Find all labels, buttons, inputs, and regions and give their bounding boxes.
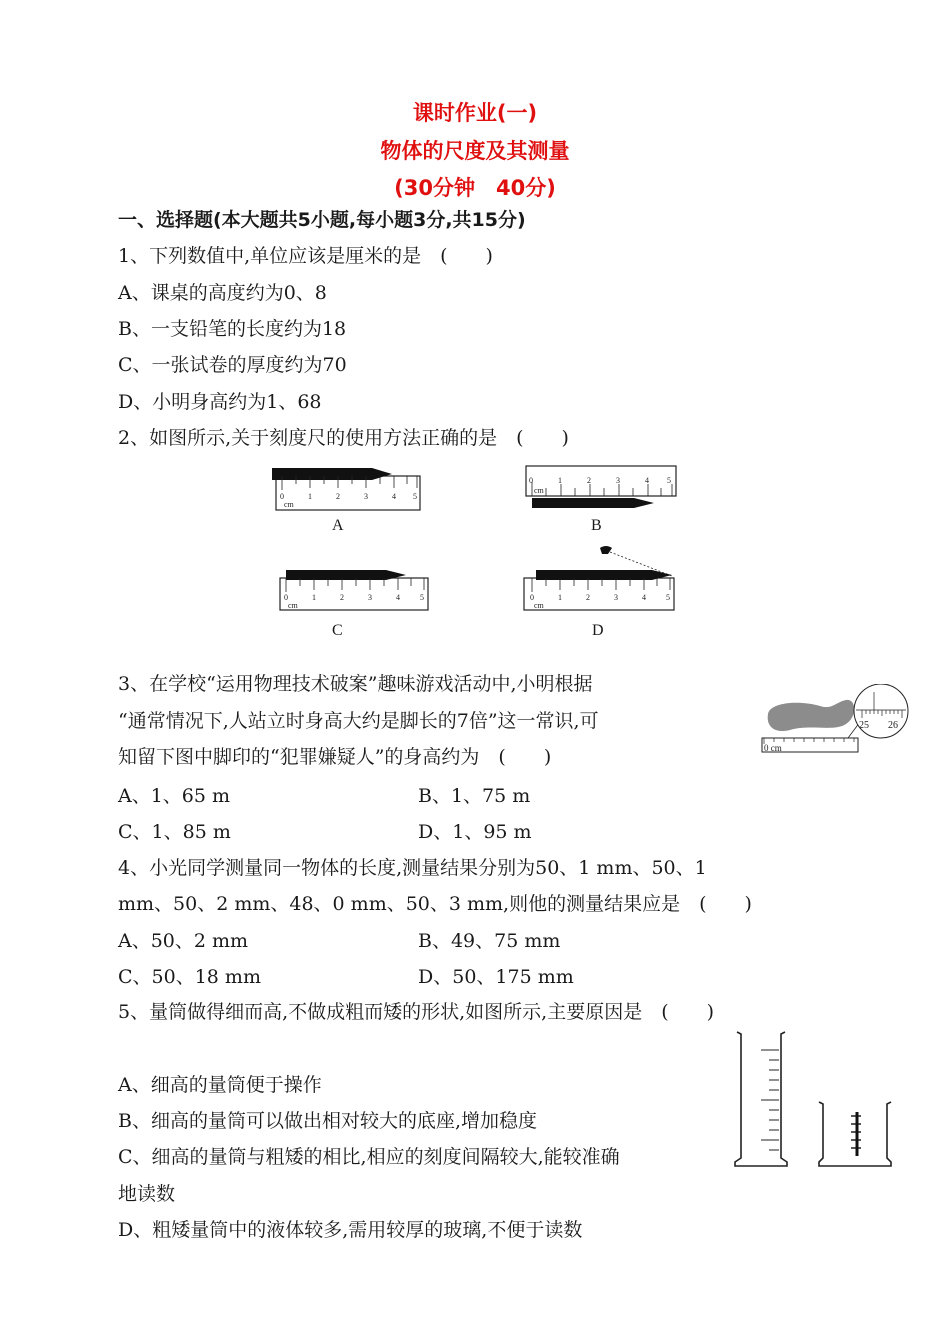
- unit-label: cm: [534, 601, 544, 610]
- tick-label: 5: [420, 593, 424, 602]
- tick-label: 5: [667, 476, 671, 485]
- tick-label: 2: [586, 593, 590, 602]
- tick-label: 1: [558, 476, 562, 485]
- tick-label: 2: [336, 492, 340, 501]
- tick-label: 0: [530, 593, 534, 602]
- figure-label-d: D: [592, 622, 604, 639]
- unit-label: cm: [534, 486, 544, 495]
- ruler-figure-d: [522, 542, 680, 614]
- q1-stem: 1、下列数值中,单位应该是厘米的是 ( ): [118, 245, 493, 267]
- short-cylinder: [819, 1102, 891, 1166]
- ruler-figure-b: [524, 464, 680, 512]
- fig-zero-label: 0 cm: [764, 743, 782, 753]
- eye-icon: [600, 546, 612, 554]
- q4-option-b: B、49、75 mm: [418, 930, 561, 952]
- q4-stem-line1: 4、小光同学测量同一物体的长度,测量结果分别为50、1 mm、50、1: [118, 857, 707, 879]
- q2-stem: 2、如图所示,关于刻度尺的使用方法正确的是 ( ): [118, 427, 569, 449]
- q5-option-c-line2: 地读数: [118, 1183, 176, 1205]
- q1-option-c: C、一张试卷的厚度约为70: [118, 354, 347, 376]
- tick-label: 0: [284, 593, 288, 602]
- tick-label: 2: [340, 593, 344, 602]
- footprint-shape: [768, 700, 855, 731]
- q3-option-a: A、1、65 m: [118, 785, 231, 807]
- tick-label: 1: [558, 593, 562, 602]
- tick-label: 1: [308, 492, 312, 501]
- worksheet-subtitle: 物体的尺度及其测量: [380, 139, 570, 163]
- tick-label: 4: [392, 492, 396, 501]
- tick-label: 4: [642, 593, 646, 602]
- worksheet-title: 课时作业(一): [412, 101, 538, 125]
- tick-label: 3: [616, 476, 620, 485]
- tick-label: 0: [529, 476, 533, 485]
- magnifier-left-label: 25: [859, 720, 869, 731]
- tick-label: 3: [364, 492, 368, 501]
- magnifier-right-label: 26: [888, 720, 898, 731]
- q4-option-c: C、50、18 mm: [118, 966, 261, 988]
- q4-option-d: D、50、175 mm: [418, 966, 574, 988]
- tick-label: 3: [368, 593, 372, 602]
- tick-label: 3: [614, 593, 618, 602]
- q4-stem-line2: mm、50、2 mm、48、0 mm、50、3 mm,则他的测量结果应是 ( ): [118, 893, 752, 915]
- ruler-figure-c: [278, 568, 432, 614]
- tall-cylinder: [735, 1032, 787, 1166]
- q1-option-a: A、课桌的高度约为0、8: [118, 282, 327, 304]
- unit-label: cm: [288, 601, 298, 610]
- tick-label: 0: [280, 492, 284, 501]
- q1-option-d: D、小明身高约为1、68: [118, 391, 322, 413]
- q5-option-c-line1: C、细高的量筒与粗矮的相比,相应的刻度间隔较大,能较准确: [118, 1146, 620, 1168]
- figure-label-c: C: [332, 622, 343, 639]
- q5-stem: 5、量筒做得细而高,不做成粗而矮的形状,如图所示,主要原因是 ( ): [118, 1001, 715, 1023]
- time-score: (30分钟 40分): [394, 176, 556, 200]
- tick-label: 2: [587, 476, 591, 485]
- q4-option-a: A、50、2 mm: [118, 930, 249, 952]
- q5-option-d: D、粗矮量筒中的液体较多,需用较厚的玻璃,不便于读数: [118, 1219, 583, 1241]
- tick-label: 5: [666, 593, 670, 602]
- q5-option-a: A、细高的量筒便于操作: [118, 1074, 322, 1096]
- q3-option-d: D、1、95 m: [418, 821, 532, 843]
- q3-option-c: C、1、85 m: [118, 821, 231, 843]
- tick-label: 4: [645, 476, 649, 485]
- figure-label-a: A: [332, 517, 344, 534]
- figure-label-b: B: [591, 517, 602, 534]
- q3-option-b: B、1、75 m: [418, 785, 531, 807]
- ruler-figure-a: [272, 466, 424, 514]
- q3-stem-line2: “通常情况下,人站立时身高大约是脚长的7倍”这一常识,可: [118, 710, 599, 732]
- q3-stem-line3: 知留下图中脚印的“犯罪嫌疑人”的身高约为 ( ): [118, 746, 552, 768]
- footprint-figure: [760, 684, 910, 756]
- section-heading: 一、选择题(本大题共5小题,每小题3分,共15分): [118, 209, 526, 231]
- measuring-cylinders-figure: [733, 1028, 893, 1170]
- unit-label: cm: [284, 500, 294, 509]
- q1-option-b: B、一支铅笔的长度约为18: [118, 318, 347, 340]
- q3-stem-line1: 3、在学校“运用物理技术破案”趣味游戏活动中,小明根据: [118, 673, 593, 695]
- q5-option-b: B、细高的量筒可以做出相对较大的底座,增加稳度: [118, 1110, 538, 1132]
- tick-label: 4: [396, 593, 400, 602]
- tick-label: 5: [413, 492, 417, 501]
- tick-label: 1: [312, 593, 316, 602]
